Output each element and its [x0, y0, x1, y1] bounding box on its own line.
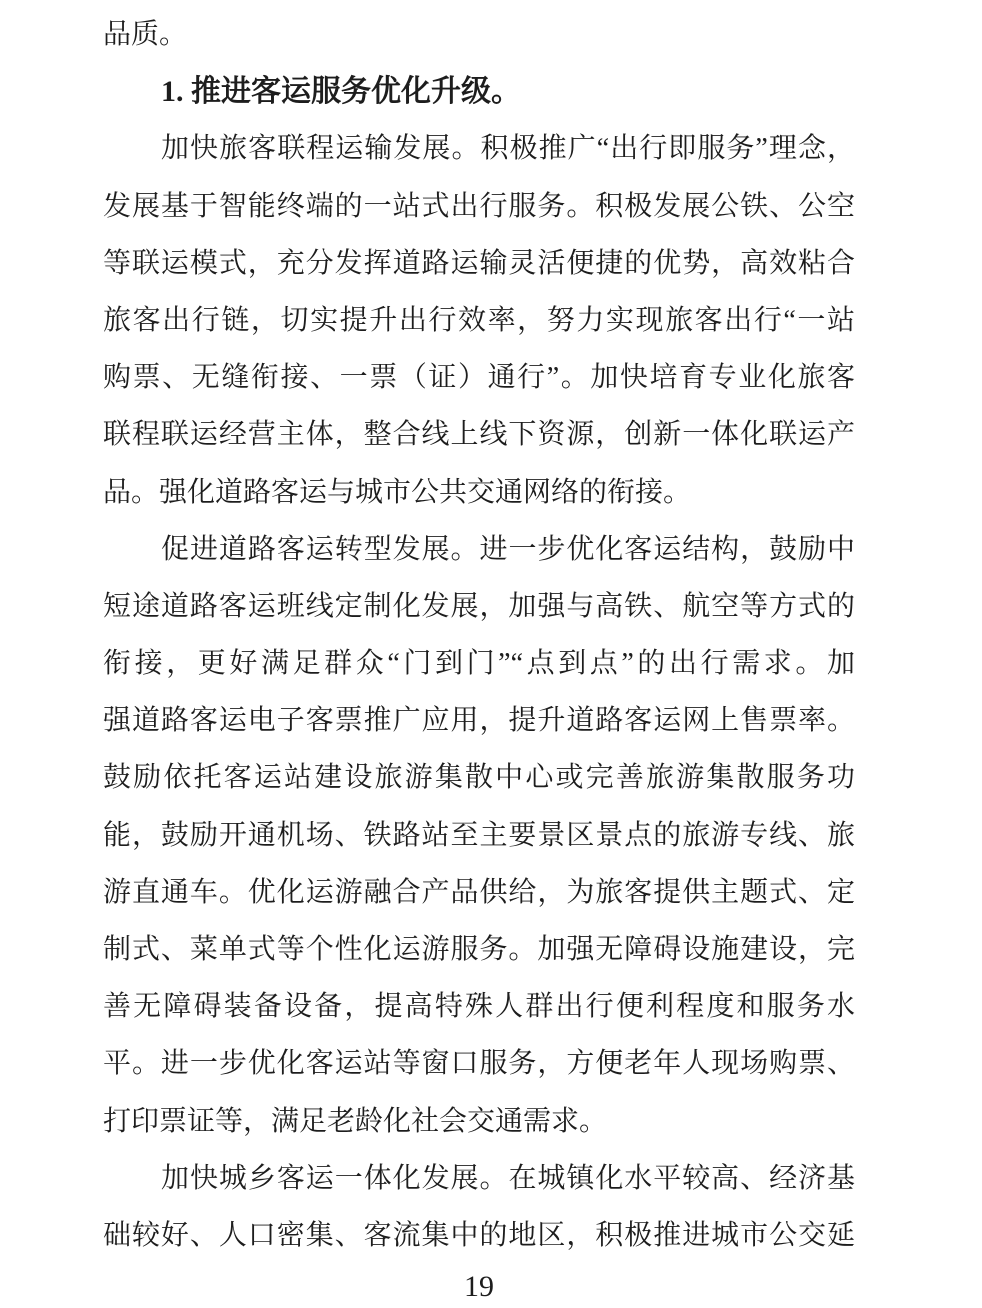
text-line: 善无障碍装备设备，提高特殊人群出行便利程度和服务水: [103, 991, 855, 1023]
text-line: 发展基于智能终端的一站式出行服务。积极发展公铁、公空: [103, 190, 855, 222]
text-line: 游直通车。优化运游融合产品供给，为旅客提供主题式、定: [103, 876, 855, 908]
text-line: 能，鼓励开通机场、铁路站至主要景区景点的旅游专线、旅: [103, 819, 855, 851]
text-line: 联程联运经营主体，整合线上线下资源，创新一体化联运产: [103, 419, 855, 451]
text-line: 促进道路客运转型发展。进一步优化客运结构，鼓励中: [161, 533, 855, 565]
text-line: 打印票证等，满足老龄化社会交通需求。: [103, 1105, 608, 1137]
text-line: 衔接，更好满足群众“门到门”“点到点”的出行需求。加: [103, 648, 855, 680]
text-line: 强道路客运电子客票推广应用，提升道路客运网上售票率。: [103, 705, 855, 737]
text-line: 加快旅客联程运输发展。积极推广“出行即服务”理念，: [161, 133, 855, 165]
text-line: 品。强化道路客运与城市公共交通网络的衔接。: [103, 476, 692, 508]
section-heading: 1. 推进客运服务优化升级。: [161, 75, 521, 109]
text-line: 鼓励依托客运站建设旅游集散中心或完善旅游集散服务功: [103, 762, 855, 794]
text-line: 础较好、人口密集、客流集中的地区，积极推进城市公交延: [103, 1219, 855, 1251]
text-line: 等联运模式，充分发挥道路运输灵活便捷的优势，高效粘合: [103, 247, 855, 279]
text-line: 平。进一步优化客运站等窗口服务，方便老年人现场购票、: [103, 1048, 855, 1080]
text-line: 购票、无缝衔接、一票（证）通行”。加快培育专业化旅客: [103, 362, 855, 394]
text-line: 制式、菜单式等个性化运游服务。加强无障碍设施建设，完: [103, 934, 855, 965]
page-number: 19: [464, 1270, 494, 1304]
text-line: 旅客出行链，切实提升出行效率，努力实现旅客出行“一站: [103, 304, 855, 336]
text-line: 加快城乡客运一体化发展。在城镇化水平较高、经济基: [161, 1162, 855, 1194]
text-line: 品质。: [103, 19, 188, 50]
text-line: 短途道路客运班线定制化发展，加强与高铁、航空等方式的: [103, 590, 855, 622]
